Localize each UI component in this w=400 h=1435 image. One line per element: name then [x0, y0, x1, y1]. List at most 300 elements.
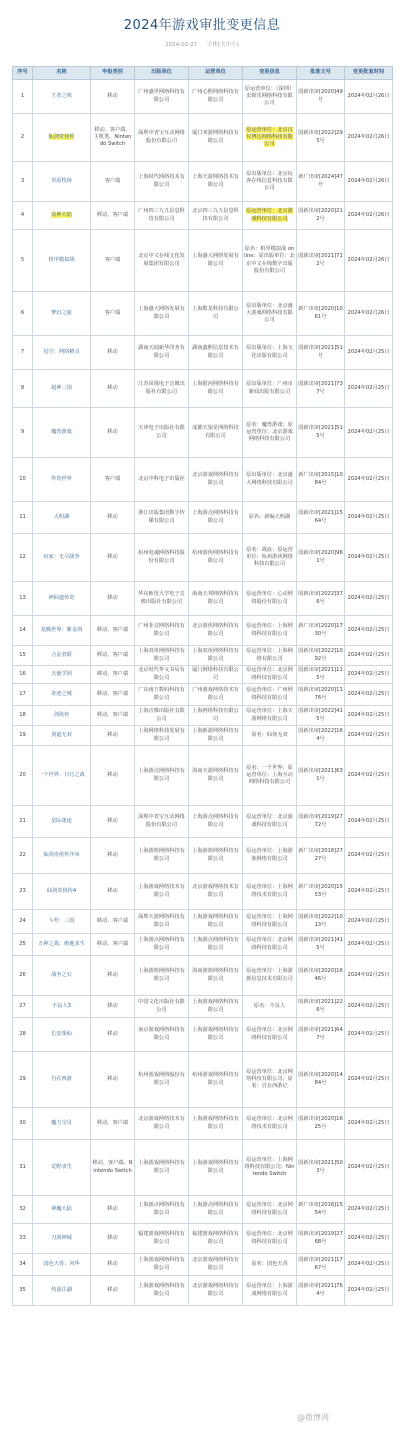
approval-number: 国新出审[2021]226号	[297, 996, 345, 1018]
change-info: 原名：国色天香	[243, 1254, 297, 1276]
change-info: 原运营单位：上海网络有限公司	[243, 646, 297, 666]
approval-date: 2024年02月25日	[345, 1140, 393, 1196]
col-header: 序号	[13, 67, 33, 80]
category: 移动	[91, 996, 135, 1018]
category: 移动、客户端	[91, 910, 135, 934]
row-number: 9	[13, 408, 33, 458]
col-header: 名称	[33, 67, 91, 80]
change-info: 原名：战血；原运营单位：杭州游侠网络科技有限公司	[243, 534, 297, 582]
table-row	[13, 1018, 393, 1052]
operator: 广州游戏网络技术有限公司	[189, 684, 243, 706]
category: 移动	[91, 408, 135, 458]
approval-date: 2024年02月25日	[345, 1052, 393, 1108]
operator: 北京游戏网络科技有限公司	[189, 458, 243, 502]
publisher: 北京时代华文书局有限公司	[135, 666, 189, 684]
change-info: 原运营单位：北京游戏科技有限公司	[243, 806, 297, 838]
approval-date: 2024年02月25日	[345, 370, 393, 408]
table-row	[13, 874, 393, 910]
category: 移动、客户端、Nintendo Switch	[91, 1140, 135, 1196]
change-info: 原出版单位：北京盛大游戏网络科技有限公司	[243, 292, 297, 336]
approval-number: 国新出审[2021]1767号	[297, 1254, 345, 1276]
approval-date: 2024年02月26日	[345, 80, 393, 114]
operator: 海南游族网络科技有限公司	[189, 956, 243, 996]
approval-date: 2024年02月25日	[345, 534, 393, 582]
approval-number: 国新出审[2021]737号	[297, 370, 345, 408]
change-info: 原运营单位：北京网络科技有限公司	[243, 1018, 297, 1052]
game-name: 剑侠传	[33, 706, 91, 726]
game-name: 超神三国	[33, 370, 91, 408]
change-info: 原运营单位：广州网络科技有限公司	[243, 684, 297, 706]
game-name: 星际迷途	[33, 806, 91, 838]
operator: 海南天游网络科技有限公司	[189, 746, 243, 806]
change-info: 原运营单位：上海天游网络有限公司	[243, 706, 297, 726]
approval-number: 国新出审[2020]49号	[297, 80, 345, 114]
row-number: 6	[13, 292, 33, 336]
game-name: 万神之战：绝地求生	[33, 934, 91, 956]
publisher: 上海游点网络科技有限公司	[135, 746, 189, 806]
approval-number: 新广出审[2020]1730号	[297, 616, 345, 646]
row-number: 2	[13, 114, 33, 162]
publisher: 上海盛大网络发展有限公司	[135, 292, 189, 336]
category: 移动	[91, 336, 135, 370]
operator: 湖南鑫熙信息技术有限公司	[189, 336, 243, 370]
change-info: 原运营单位：心动网络股份有限公司	[243, 582, 297, 616]
row-number: 19	[13, 726, 33, 746]
publisher: 深圳中青宝互动网络股份有限公司	[135, 114, 189, 162]
approval-date: 2024年02月25日	[345, 706, 393, 726]
approval-date: 2024年02月25日	[345, 1018, 393, 1052]
category: 移动	[91, 874, 135, 910]
category: 移动	[91, 1276, 135, 1306]
table-row	[13, 1140, 393, 1196]
publisher: 江苏凤凰电子音像出版社有限公司	[135, 370, 189, 408]
approval-date: 2024年02月25日	[345, 910, 393, 934]
approval-number: 国新出审[2021]115号	[297, 666, 345, 684]
category: 移动	[91, 726, 135, 746]
publisher: 中国文化出版社有限公司	[135, 996, 189, 1018]
game-name: 仙剑奇侠传4	[33, 874, 91, 910]
table-row	[13, 838, 393, 874]
approval-date: 2024年02月25日	[345, 996, 393, 1018]
game-name: 草原牧场	[33, 162, 91, 202]
row-number: 34	[13, 1254, 33, 1276]
row-number: 25	[13, 934, 33, 956]
change-info: 原运营单位：北京游戏科技有限公司	[243, 202, 297, 230]
approval-number: 国新出审[2020]961号	[297, 534, 345, 582]
table-row	[13, 996, 393, 1018]
category: 移动、客户端、主机类、Nintendo Switch	[91, 114, 135, 162]
table-row	[13, 646, 393, 666]
publisher: 上海游点网络科技有限公司	[135, 934, 189, 956]
table-row	[13, 910, 393, 934]
category: 移动	[91, 1196, 135, 1224]
approval-number: 国新出审[2019]2772号	[297, 806, 345, 838]
game-name: 神魔大陆	[33, 1196, 91, 1224]
operator: 上海数龙科技有限公司	[189, 292, 243, 336]
table-row	[13, 114, 393, 162]
change-info: 原运营单位：北京网络科技有限公司	[243, 1196, 297, 1224]
approval-date: 2024年02月25日	[345, 726, 393, 746]
approval-number: 新广出审[2016]1554号	[297, 1196, 345, 1224]
table-body	[13, 80, 393, 1306]
col-header: 变更信息	[243, 67, 297, 80]
table-row	[13, 230, 393, 292]
category: 移动、客户端	[91, 666, 135, 684]
operator: 上海天游网络技术有限公司	[189, 162, 243, 202]
change-info: 原名：新编大明湖	[243, 502, 297, 534]
approval-date: 2024年02月25日	[345, 502, 393, 534]
operator: 上海游点网络科技有限公司	[189, 934, 243, 956]
game-name: 王者之境	[33, 80, 91, 114]
table-row	[13, 458, 393, 502]
category: 移动、客户端	[91, 202, 135, 230]
game-name: 荒野求生	[33, 1140, 91, 1196]
watermark: @微博网	[297, 1413, 329, 1422]
change-info: 原运营单位：（深圳）虫娱乐网络科技有限公司	[243, 80, 297, 114]
row-number: 28	[13, 1018, 33, 1052]
table-row	[13, 726, 393, 746]
operator: 杭州游戏网络科技有限公司	[189, 1052, 243, 1108]
category: 移动	[91, 1018, 135, 1052]
approval-number: 国新出审[2020]1484号	[297, 1052, 345, 1108]
table-row	[13, 1276, 393, 1306]
row-number: 17	[13, 684, 33, 706]
category: 移动	[91, 534, 135, 582]
category: 移动	[91, 370, 135, 408]
publisher: 上海游戏网络技术有限公司	[135, 874, 189, 910]
approval-date: 2024年02月25日	[345, 746, 393, 806]
col-header: 运营单位	[189, 67, 243, 80]
approval-date: 2024年02月25日	[345, 1196, 393, 1224]
row-number: 11	[13, 502, 33, 534]
approval-number: 国新出审[2019]2768号	[297, 1224, 345, 1254]
approval-change-table	[12, 66, 393, 1306]
game-name: 奇迹之城	[33, 684, 91, 706]
table-row	[13, 292, 393, 336]
change-info: 原运营单位：北京网络科技有限公司	[243, 934, 297, 956]
change-info: 原名：仙侠无双	[243, 726, 297, 746]
game-name: 魔力宝贝	[33, 1108, 91, 1140]
game-name: 众神大陆	[33, 202, 91, 230]
row-number: 29	[13, 1052, 33, 1108]
approval-date: 2024年02月25日	[345, 684, 393, 706]
publisher: 上海时代网络技术有限公司	[135, 162, 189, 202]
table-header-row	[13, 67, 393, 80]
operator: 上海游戏网络科技有限公司	[189, 1140, 243, 1196]
publisher: 上海双鱼网络科技有限公司	[135, 646, 189, 666]
publisher: 广州四三九九信息科技有限公司	[135, 202, 189, 230]
change-info: 原运营单位：上海网络科技有限公司	[243, 616, 297, 646]
table-row	[13, 408, 393, 458]
operator: 北京游戏网络科技有限公司	[189, 1254, 243, 1276]
approval-number: 国新出审[2022]1092号	[297, 646, 345, 666]
approval-date: 2024年02月25日	[345, 838, 393, 874]
approval-date: 2024年02月26日	[345, 162, 393, 202]
category: 移动、客户端	[91, 684, 135, 706]
row-number: 33	[13, 1224, 33, 1254]
game-name: 仙剑奇侠传	[33, 114, 91, 162]
category: 移动	[91, 1052, 135, 1108]
row-number: 27	[13, 996, 33, 1018]
approval-date: 2024年02月26日	[345, 292, 393, 336]
row-number: 13	[13, 582, 33, 616]
approval-number: 国新出审[2020]1625号	[297, 1108, 345, 1140]
approval-number: 国新出审[2020]212号	[297, 202, 345, 230]
table-row	[13, 202, 393, 230]
approval-date: 2024年02月25日	[345, 1224, 393, 1254]
change-info: 原运营单位：上海网络技术有限公司	[243, 874, 297, 910]
category: 移动、客户端	[91, 706, 135, 726]
game-name: 机甲模拟战	[33, 230, 91, 292]
approval-number: 国新出审[2022]415号	[297, 706, 345, 726]
table-row	[13, 956, 393, 996]
publisher: 上海游戏网络科技有限公司	[135, 1276, 189, 1306]
operator: 上海游戏网络科技有限公司	[189, 996, 243, 1018]
category: 移动	[91, 956, 135, 996]
operator: 上海游戏网络科技有限公司	[189, 1108, 243, 1140]
approval-date: 2024年02月25日	[345, 1254, 393, 1276]
change-info: 原运营单位：北京汉仪博达网络科技有限公司	[243, 114, 297, 162]
change-info: 原运营单位：北京网络科技有限公司；原名：自在西游记	[243, 1052, 297, 1108]
category: 移动	[91, 1254, 135, 1276]
game-name: 星空：网络精灵	[33, 336, 91, 370]
category: 移动	[91, 806, 135, 838]
change-info: 原出版单位：广州市新闻出版有限公司	[243, 370, 297, 408]
approval-number: 新广出审[2016]2727号	[297, 838, 345, 874]
category: 移动	[91, 582, 135, 616]
approval-number: 国新出审[2021]647号	[297, 1018, 345, 1052]
article-meta	[12, 40, 392, 48]
category: 客户端	[91, 458, 135, 502]
row-number: 26	[13, 956, 33, 996]
operator: 北京游戏网络技术有限公司	[189, 874, 243, 910]
row-number: 24	[13, 910, 33, 934]
operator: 海南天邦网络科技有限公司	[189, 582, 243, 616]
change-info: 原运营单位：上海网络科技有限公司	[243, 910, 297, 934]
publisher: 上海游戏网络科技有限公司	[135, 1140, 189, 1196]
operator: 厦门米游网络科技有限公司	[189, 114, 243, 162]
change-info: 原运营单位：上海网络科技有限公司；Nintendo Switch	[243, 1140, 297, 1196]
change-info: 原名：魔兽游戏；原运营单位：北京游戏网络科技有限公司	[243, 408, 297, 458]
publisher: 广州盛世网络科技有限公司	[135, 80, 189, 114]
row-number: 5	[13, 230, 33, 292]
row-number: 8	[13, 370, 33, 408]
table-row	[13, 1196, 393, 1224]
col-header: 出版单位	[135, 67, 189, 80]
game-name: 梦幻之旅	[33, 292, 91, 336]
table-row	[13, 534, 393, 582]
table-row	[13, 582, 393, 616]
change-info: 原名：一个世界；原运营单位：上海互动网络科技有限公司	[243, 746, 297, 806]
approval-date: 2024年02月25日	[345, 408, 393, 458]
approval-number: 国新出审[2021]515号	[297, 408, 345, 458]
publisher: 北京中科电子出版社	[135, 458, 189, 502]
table-row	[13, 162, 393, 202]
approval-date: 2024年02月25日	[345, 956, 393, 996]
approval-number: 国新出审[2021]1564号	[297, 502, 345, 534]
approval-number: 新广出审[2015]1084号	[297, 458, 345, 502]
approval-number: 国新出审[2020]1646号	[297, 956, 345, 996]
row-number: 20	[13, 746, 33, 806]
approval-date: 2024年02月25日	[345, 458, 393, 502]
change-info: 原出版单位：北京盛大网络科技有限公司	[243, 458, 297, 502]
col-header: 变更批复时间	[345, 67, 393, 80]
change-info: 原运营单位：上海游族网络有限公司	[243, 838, 297, 874]
row-number: 4	[13, 202, 33, 230]
approval-date: 2024年02月25日	[345, 336, 393, 370]
operator: 杭州游侠网络科技有限公司	[189, 534, 243, 582]
row-number: 10	[13, 458, 33, 502]
operator: 成都天狼星网络科技有限公司	[189, 408, 243, 458]
row-number: 35	[13, 1276, 33, 1306]
approval-number: 国新出审[2022]1013号	[297, 910, 345, 934]
publisher: 上海游戏网络科技有限公司	[135, 1254, 189, 1276]
publisher: 杭州电魂网络科技股份有限公司	[135, 534, 189, 582]
publisher: 上海游族网络科技有限公司	[135, 838, 189, 874]
approval-number: 国新出审[2021]631号	[297, 746, 345, 806]
approval-date: 2024年02月25日	[345, 806, 393, 838]
game-name: 一个世界：日月之战	[33, 746, 91, 806]
change-info: 原运营单位：北京网络科技有限公司	[243, 1224, 297, 1254]
approval-date: 2024年02月25日	[345, 874, 393, 910]
table-row	[13, 370, 393, 408]
table-row	[13, 746, 393, 806]
row-number: 7	[13, 336, 33, 370]
change-info: 原运营单位：上海游戏网络有限公司	[243, 1276, 297, 1306]
category: 移动	[91, 1224, 135, 1254]
approval-number: 国新出审[2021]712号	[297, 230, 345, 292]
game-name: 自在西游	[33, 1052, 91, 1108]
publisher: 上海游点网络科技有限公司	[135, 1196, 189, 1224]
game-name: 刀剑神域	[33, 1224, 91, 1254]
approval-date: 2024年02月25日	[345, 1108, 393, 1140]
game-name: 国色天香：风华	[33, 1254, 91, 1276]
approval-date: 2024年02月25日	[345, 646, 393, 666]
publisher: 杭州游戏网络股份有限公司	[135, 1052, 189, 1108]
publisher: 上海网络科技发展有限公司	[135, 726, 189, 746]
approval-number: 新广出审[2020]1553号	[297, 874, 345, 910]
font-size-control[interactable]: 字体[大中小]	[206, 42, 239, 48]
game-name: 传奇世界	[33, 458, 91, 502]
game-name: 仙剑奇侠传序章	[33, 838, 91, 874]
row-number: 31	[13, 1140, 33, 1196]
game-name: 合金者联	[33, 646, 91, 666]
row-number: 21	[13, 806, 33, 838]
game-name: 不良人3	[33, 996, 91, 1018]
row-number: 30	[13, 1108, 33, 1140]
table-row	[13, 80, 393, 114]
table-row	[13, 1224, 393, 1254]
row-number: 22	[13, 838, 33, 874]
approval-date: 2024年02月25日	[345, 1276, 393, 1306]
approval-number: 国新出审[2021]51号	[297, 336, 345, 370]
change-info: 原名：不良人	[243, 996, 297, 1018]
col-header: 申报类别	[91, 67, 135, 80]
operator: 上海双鱼网络科技有限公司	[189, 646, 243, 666]
approval-date: 2024年02月26日	[345, 202, 393, 230]
operator: 上海新游网络科技有限公司	[189, 726, 243, 746]
row-number: 15	[13, 646, 33, 666]
publisher: 广州菲音网络科技有限公司	[135, 616, 189, 646]
game-name: 热血江湖	[33, 1276, 91, 1306]
table-row	[13, 934, 393, 956]
table-row	[13, 806, 393, 838]
change-info: 原运营单位：北京网络科技有限公司	[243, 666, 297, 684]
publisher: 北京游戏网络技术有限公司	[135, 1108, 189, 1140]
category: 客户端	[91, 162, 135, 202]
change-info: 原出版单位：上海文化出版有限公司	[243, 336, 297, 370]
operator: 上海银河网络科技有限公司	[189, 370, 243, 408]
approval-date: 2024年02月25日	[345, 934, 393, 956]
table-row	[13, 336, 393, 370]
row-number: 16	[13, 666, 33, 684]
operator: 福建游戏网络科技有限公司	[189, 1224, 243, 1254]
category: 移动	[91, 80, 135, 114]
change-info: 原名：机甲模拟战 online；原出版单位：北京中文在线数字出版股份有限公司	[243, 230, 297, 292]
row-number: 23	[13, 874, 33, 910]
game-name: 玩家：无尽战争	[33, 534, 91, 582]
operator: 上海游点网络科技有限公司	[189, 1196, 243, 1224]
game-name: 战争之石	[33, 956, 91, 996]
approval-date: 2024年02月25日	[345, 582, 393, 616]
table-row	[13, 684, 393, 706]
category: 移动、客户端	[91, 646, 135, 666]
col-header: 批准文号	[297, 67, 345, 80]
page-title: 2024年游戏审批变更信息	[123, 18, 281, 33]
operator: 上海网络科技有限公司	[189, 706, 243, 726]
game-name: 剑道无双	[33, 726, 91, 746]
operator: 上海游戏网络科技有限公司	[189, 910, 243, 934]
approval-number: 新广出审[2020]1061号	[297, 292, 345, 336]
row-number: 14	[13, 616, 33, 646]
publisher: 深圳天游网络科技有限公司	[135, 910, 189, 934]
change-info: 原运营单位：北京网络技术有限公司	[243, 1108, 297, 1140]
row-number: 32	[13, 1196, 33, 1224]
publisher: 天津电子出版社有限公司	[135, 408, 189, 458]
game-name: 魔兽游戏	[33, 408, 91, 458]
row-number: 18	[13, 706, 33, 726]
publisher: 上海音像出版社有限公司	[135, 706, 189, 726]
operator: 北京游戏网络科技有限公司	[189, 1276, 243, 1306]
publisher: 浙江出版集团数字传媒有限公司	[135, 502, 189, 534]
approval-date: 2024年02月25日	[345, 616, 393, 646]
table-row	[13, 1052, 393, 1108]
approval-number: 国新出审[2021]415号	[297, 934, 345, 956]
table-row	[13, 502, 393, 534]
approval-number: 国新出审[2021]764号	[297, 1276, 345, 1306]
category: 移动	[91, 502, 135, 534]
category: 移动	[91, 838, 135, 874]
approval-number: 国新出审[2021]503号	[297, 1140, 345, 1196]
publisher: 福建游戏网络科技有限公司	[135, 1224, 189, 1254]
publisher: 北京中文在线文化发展集团有限公司	[135, 230, 189, 292]
approval-number: 国新出审[2022]164号	[297, 726, 345, 746]
operator: 上海游点网络科技有限公司	[189, 806, 243, 838]
game-name: 龙腾世界：紫金剑	[33, 616, 91, 646]
operator: 厦门网络科技有限公司	[189, 666, 243, 684]
table-row	[13, 616, 393, 646]
game-name: 斗罗：三国	[33, 910, 91, 934]
approval-date: 2024年02月26日	[345, 114, 393, 162]
category: 客户端	[91, 292, 135, 336]
row-number: 12	[13, 534, 33, 582]
approval-number: 国新出审[2022]295号	[297, 114, 345, 162]
publisher: 广东南方数码科技有限公司	[135, 684, 189, 706]
publisher: 深圳中青宝互动网络股份有限公司	[135, 806, 189, 838]
game-name: 大明湖	[33, 502, 91, 534]
table-row	[13, 1254, 393, 1276]
game-name: 天使学园	[33, 666, 91, 684]
